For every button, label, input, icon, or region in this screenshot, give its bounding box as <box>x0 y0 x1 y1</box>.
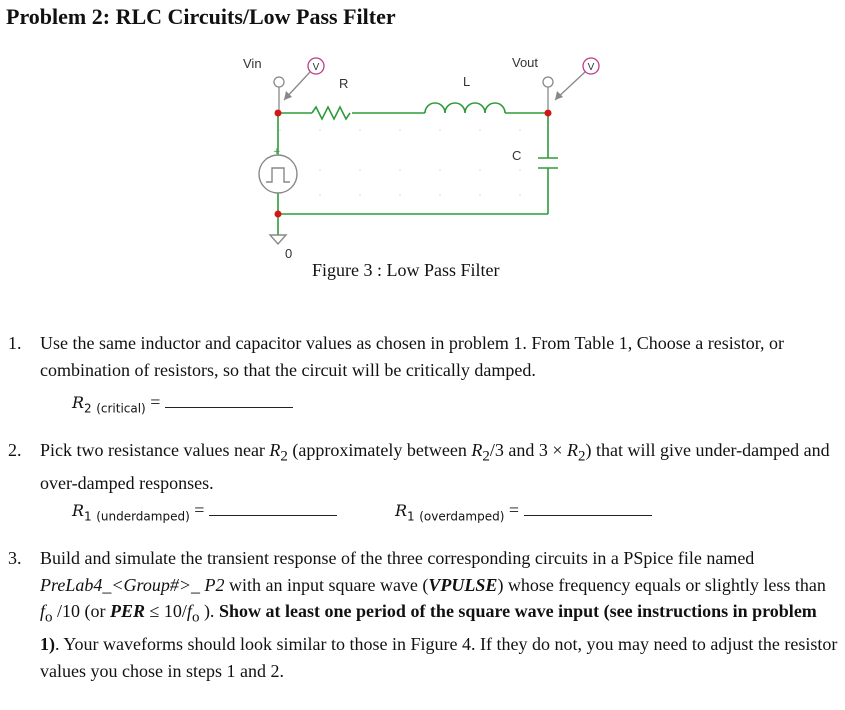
item-text: Use the same inductor and capacitor values as chosen in problem 1. From Table 1, Choose a resistor, or combination of resistors, so that the circuit will be critically damped. <box>40 333 784 380</box>
ground-label: 0 <box>285 246 293 261</box>
c-label: C <box>512 148 522 163</box>
figure-caption: Figure 3 : Low Pass Filter <box>312 260 500 280</box>
svg-text:+: + <box>273 147 281 157</box>
resistor-r <box>312 107 350 119</box>
vout-probe-icon <box>555 58 599 100</box>
circuit-diagram <box>230 48 630 263</box>
r2-critical-blank[interactable] <box>165 395 293 408</box>
r-label: R <box>339 76 349 91</box>
node-bottom-dot <box>275 211 282 218</box>
node-vin-dot <box>275 110 282 117</box>
r1-underdamped-equation: $R_1$ $_{(underdamped)}$ = <box>72 500 337 524</box>
vin-probe-label: V <box>312 62 320 73</box>
r1-overdamped-equation: $R_1$ $_{(overdamped)}$ = <box>395 500 652 524</box>
list-item-1 <box>8 330 838 383</box>
vout-pin-icon <box>543 77 553 87</box>
r1-underdamped-blank[interactable] <box>209 503 337 516</box>
pulse-source <box>259 147 297 193</box>
vout-label: Vout <box>512 55 539 70</box>
item-number: 3. <box>8 548 22 568</box>
r1-overdamped-blank[interactable] <box>524 503 652 516</box>
item-number: 1. <box>8 333 22 353</box>
r2-critical-equation: $R_2$ $_{(critical)}$ = <box>72 392 293 416</box>
list-item-3 <box>8 545 838 684</box>
vin-label: Vin <box>243 56 262 71</box>
l-label: L <box>463 74 471 89</box>
ground-icon <box>270 235 286 244</box>
item-text: Build and simulate the transient response of the three corresponding circuits in a PSpice file named PreLab4_<Group#>_ P2 with an input square wave (VPULSE) whose frequency equals or slightly less than $f_o$ /10 (or PER ≤ $10/f_o$ ). Show at least one period of the square wave input (see instructions in problem 1). Your waveforms should look similar to those in Figure 4. If they do not, you may need to adjust the resistor values you chose in steps 1 and 2. <box>40 548 838 681</box>
node-vout-dot <box>545 110 552 117</box>
vin-probe-icon <box>284 58 324 100</box>
page-title: Problem 2: RLC Circuits/Low Pass Filter <box>6 4 396 29</box>
inductor-l <box>425 103 505 113</box>
circuit-dot-grid <box>279 129 521 196</box>
item-text: Pick two resistance values near $R_2$ (approximately between $R_2/3$ and $3 \times R_2$) that will give under-damped and over-damped responses. <box>40 440 830 494</box>
vin-pin-icon <box>274 77 284 87</box>
list-item-2 <box>8 437 838 497</box>
item-number: 2. <box>8 440 22 460</box>
vout-probe-label: V <box>587 62 595 73</box>
